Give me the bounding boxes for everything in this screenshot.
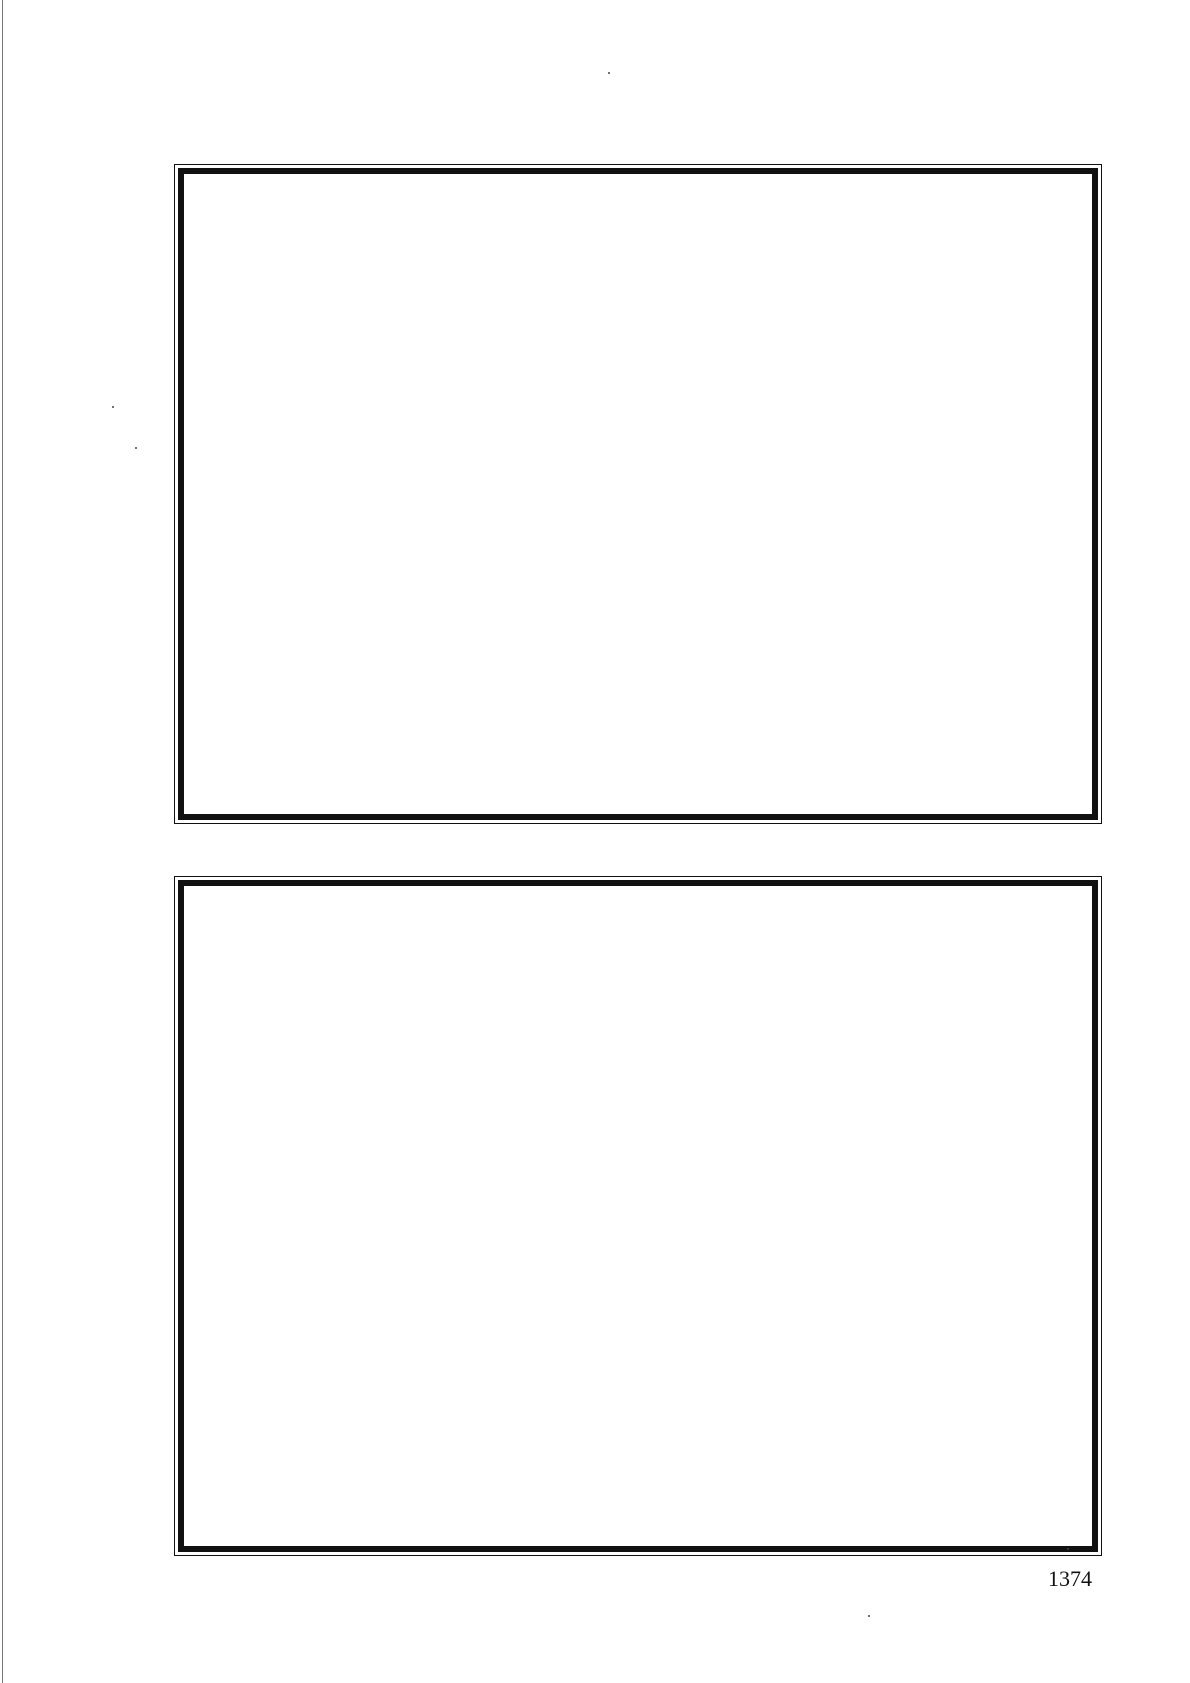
genealogy-panel-top xyxy=(178,168,1098,820)
genealogy-panel-bottom xyxy=(178,880,1098,1552)
page-number: 1374 xyxy=(1048,1566,1092,1591)
columns-top xyxy=(184,174,1092,814)
columns-bottom xyxy=(184,886,1092,1546)
scan-speck xyxy=(135,447,137,449)
scan-speck xyxy=(1067,1548,1069,1550)
scan-page-edge xyxy=(2,0,3,1683)
scan-speck xyxy=(112,406,114,408)
scan-speck xyxy=(608,72,610,74)
scan-speck xyxy=(868,1615,870,1617)
